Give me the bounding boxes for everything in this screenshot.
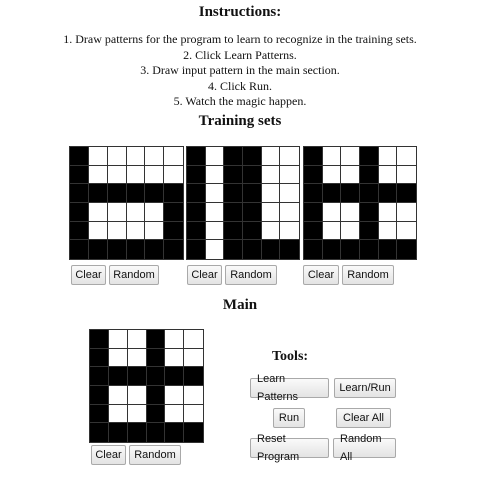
grid-cell[interactable] [323, 222, 342, 241]
grid-cell[interactable] [262, 203, 281, 222]
grid-cell[interactable] [145, 166, 164, 185]
grid-cell[interactable] [127, 222, 146, 241]
grid-cell[interactable] [280, 184, 299, 203]
grid-cell[interactable] [164, 166, 183, 185]
grid-cell[interactable] [127, 203, 146, 222]
grid-cell[interactable] [128, 405, 147, 424]
grid-cell[interactable] [109, 330, 128, 349]
instructions-title: Instructions: [198, 4, 282, 20]
grid-cell[interactable] [70, 166, 89, 185]
grid-cell[interactable] [89, 147, 108, 166]
grid-cell[interactable] [165, 386, 184, 405]
grid-cell[interactable] [397, 166, 416, 185]
training-1-clear-button[interactable]: Clear [71, 265, 106, 285]
grid-cell[interactable] [90, 367, 109, 386]
reset-program-button[interactable]: Reset Program [250, 438, 329, 458]
main-clear-button[interactable]: Clear [91, 445, 126, 465]
grid-cell[interactable] [165, 423, 184, 442]
grid-cell[interactable] [108, 184, 127, 203]
grid-cell[interactable] [147, 423, 166, 442]
grid-cell[interactable] [206, 147, 225, 166]
grid-cell[interactable] [360, 222, 379, 241]
grid-cell[interactable] [147, 330, 166, 349]
grid-cell[interactable] [90, 423, 109, 442]
grid-cell[interactable] [206, 184, 225, 203]
grid-cell[interactable] [145, 147, 164, 166]
clear-all-button[interactable]: Clear All [336, 408, 391, 428]
grid-cell[interactable] [90, 349, 109, 368]
grid-cell[interactable] [89, 203, 108, 222]
grid-cell[interactable] [187, 147, 206, 166]
grid-cell[interactable] [147, 367, 166, 386]
grid-cell[interactable] [187, 184, 206, 203]
grid-cell[interactable] [128, 423, 147, 442]
grid-cell[interactable] [360, 166, 379, 185]
grid-cell[interactable] [109, 405, 128, 424]
grid-cell[interactable] [243, 184, 262, 203]
grid-cell[interactable] [127, 240, 146, 259]
grid-cell[interactable] [165, 330, 184, 349]
grid-cell[interactable] [187, 166, 206, 185]
grid-cell[interactable] [187, 240, 206, 259]
random-all-button[interactable]: Random All [333, 438, 396, 458]
grid-cell[interactable] [145, 240, 164, 259]
instruction-step: 3. Draw input pattern in the main section. [140, 63, 340, 77]
grid-cell[interactable] [109, 386, 128, 405]
grid-cell[interactable] [70, 184, 89, 203]
grid-cell[interactable] [323, 147, 342, 166]
grid-cell[interactable] [323, 203, 342, 222]
grid-cell[interactable] [262, 166, 281, 185]
instruction-step: 2. Click Learn Patterns. [183, 47, 297, 62]
grid-cell[interactable] [360, 240, 379, 259]
grid-cell[interactable] [397, 203, 416, 222]
grid-cell[interactable] [304, 166, 323, 185]
grid-cell[interactable] [147, 405, 166, 424]
grid-cell[interactable] [109, 349, 128, 368]
grid-cell[interactable] [397, 240, 416, 259]
grid-cell[interactable] [341, 222, 360, 241]
grid-cell[interactable] [164, 203, 183, 222]
training-2-random-button[interactable]: Random [225, 265, 277, 285]
grid-cell[interactable] [184, 405, 203, 424]
training-grid-2[interactable] [186, 146, 300, 260]
main-random-button[interactable]: Random [129, 445, 181, 465]
grid-cell[interactable] [224, 222, 243, 241]
grid-cell[interactable] [70, 222, 89, 241]
training-3-clear-button[interactable]: Clear [303, 265, 339, 285]
training-2-clear-button[interactable]: Clear [187, 265, 222, 285]
grid-cell[interactable] [341, 184, 360, 203]
grid-cell[interactable] [243, 222, 262, 241]
grid-cell[interactable] [206, 166, 225, 185]
grid-cell[interactable] [164, 222, 183, 241]
grid-cell[interactable] [304, 184, 323, 203]
grid-cell[interactable] [184, 367, 203, 386]
grid-cell[interactable] [243, 240, 262, 259]
grid-cell[interactable] [108, 222, 127, 241]
grid-cell[interactable] [262, 147, 281, 166]
grid-cell[interactable] [360, 147, 379, 166]
grid-cell[interactable] [128, 330, 147, 349]
grid-cell[interactable] [90, 405, 109, 424]
grid-cell[interactable] [164, 147, 183, 166]
grid-cell[interactable] [206, 203, 225, 222]
grid-cell[interactable] [243, 166, 262, 185]
grid-cell[interactable] [280, 240, 299, 259]
grid-cell[interactable] [224, 147, 243, 166]
grid-cell[interactable] [109, 423, 128, 442]
grid-cell[interactable] [224, 184, 243, 203]
grid-cell[interactable] [184, 349, 203, 368]
grid-cell[interactable] [109, 367, 128, 386]
grid-cell[interactable] [89, 222, 108, 241]
grid-cell[interactable] [243, 203, 262, 222]
grid-cell[interactable] [145, 203, 164, 222]
grid-cell[interactable] [360, 184, 379, 203]
training-grid-3[interactable] [303, 146, 417, 260]
grid-cell[interactable] [280, 203, 299, 222]
training-sets-title: Training sets [198, 113, 282, 129]
grid-cell[interactable] [128, 349, 147, 368]
grid-cell[interactable] [164, 240, 183, 259]
grid-cell[interactable] [89, 166, 108, 185]
grid-cell[interactable] [90, 330, 109, 349]
grid-cell[interactable] [304, 203, 323, 222]
grid-cell[interactable] [187, 203, 206, 222]
grid-cell[interactable] [323, 184, 342, 203]
learn-run-button[interactable]: Learn/Run [334, 378, 396, 398]
grid-cell[interactable] [379, 184, 398, 203]
grid-cell[interactable] [360, 203, 379, 222]
grid-cell[interactable] [127, 147, 146, 166]
learn-patterns-button[interactable]: Learn Patterns [250, 378, 329, 398]
grid-cell[interactable] [206, 240, 225, 259]
grid-cell[interactable] [397, 184, 416, 203]
grid-cell[interactable] [262, 240, 281, 259]
grid-cell[interactable] [184, 330, 203, 349]
grid-cell[interactable] [323, 240, 342, 259]
grid-cell[interactable] [304, 147, 323, 166]
main-title: Main [222, 297, 258, 313]
grid-cell[interactable] [187, 222, 206, 241]
grid-cell[interactable] [304, 222, 323, 241]
training-grid-1[interactable] [69, 146, 184, 260]
grid-cell[interactable] [341, 203, 360, 222]
grid-cell[interactable] [89, 240, 108, 259]
grid-cell[interactable] [145, 222, 164, 241]
grid-cell[interactable] [128, 367, 147, 386]
grid-cell[interactable] [165, 367, 184, 386]
grid-cell[interactable] [397, 147, 416, 166]
instructions-list [0, 32, 480, 110]
instruction-step: 5. Watch the magic happen. [173, 94, 307, 108]
grid-cell[interactable] [379, 222, 398, 241]
grid-cell[interactable] [280, 166, 299, 185]
grid-cell[interactable] [341, 240, 360, 259]
training-1-random-button[interactable]: Random [109, 265, 159, 285]
grid-cell[interactable] [89, 184, 108, 203]
grid-cell[interactable] [70, 203, 89, 222]
grid-cell[interactable] [90, 386, 109, 405]
grid-cell[interactable] [224, 240, 243, 259]
grid-cell[interactable] [262, 222, 281, 241]
main-input-grid[interactable] [89, 329, 204, 443]
training-3-random-button[interactable]: Random [342, 265, 394, 285]
grid-cell[interactable] [70, 240, 89, 259]
grid-cell[interactable] [147, 349, 166, 368]
instruction-step: 1. Draw patterns for the program to learn to recognize in the training sets. [63, 32, 417, 46]
instruction-step: 4. Click Run. [207, 78, 272, 93]
grid-cell[interactable] [145, 184, 164, 203]
grid-cell[interactable] [379, 240, 398, 259]
grid-cell[interactable] [243, 147, 262, 166]
grid-cell[interactable] [323, 166, 342, 185]
grid-cell[interactable] [341, 147, 360, 166]
grid-cell[interactable] [224, 166, 243, 185]
grid-cell[interactable] [304, 240, 323, 259]
grid-cell[interactable] [379, 166, 398, 185]
grid-cell[interactable] [108, 203, 127, 222]
grid-cell[interactable] [127, 184, 146, 203]
grid-cell[interactable] [397, 222, 416, 241]
grid-cell[interactable] [224, 203, 243, 222]
tools-title: Tools: [272, 349, 309, 364]
grid-cell[interactable] [108, 240, 127, 259]
grid-cell[interactable] [147, 386, 166, 405]
grid-cell[interactable] [341, 166, 360, 185]
grid-cell[interactable] [379, 203, 398, 222]
grid-cell[interactable] [184, 386, 203, 405]
grid-cell[interactable] [164, 184, 183, 203]
grid-cell[interactable] [280, 222, 299, 241]
grid-cell[interactable] [165, 405, 184, 424]
grid-cell[interactable] [379, 147, 398, 166]
grid-cell[interactable] [184, 423, 203, 442]
grid-cell[interactable] [127, 166, 146, 185]
grid-cell[interactable] [108, 166, 127, 185]
grid-cell[interactable] [206, 222, 225, 241]
grid-cell[interactable] [108, 147, 127, 166]
run-button[interactable]: Run [273, 408, 305, 428]
grid-cell[interactable] [262, 184, 281, 203]
grid-cell[interactable] [70, 147, 89, 166]
grid-cell[interactable] [128, 386, 147, 405]
grid-cell[interactable] [165, 349, 184, 368]
grid-cell[interactable] [280, 147, 299, 166]
